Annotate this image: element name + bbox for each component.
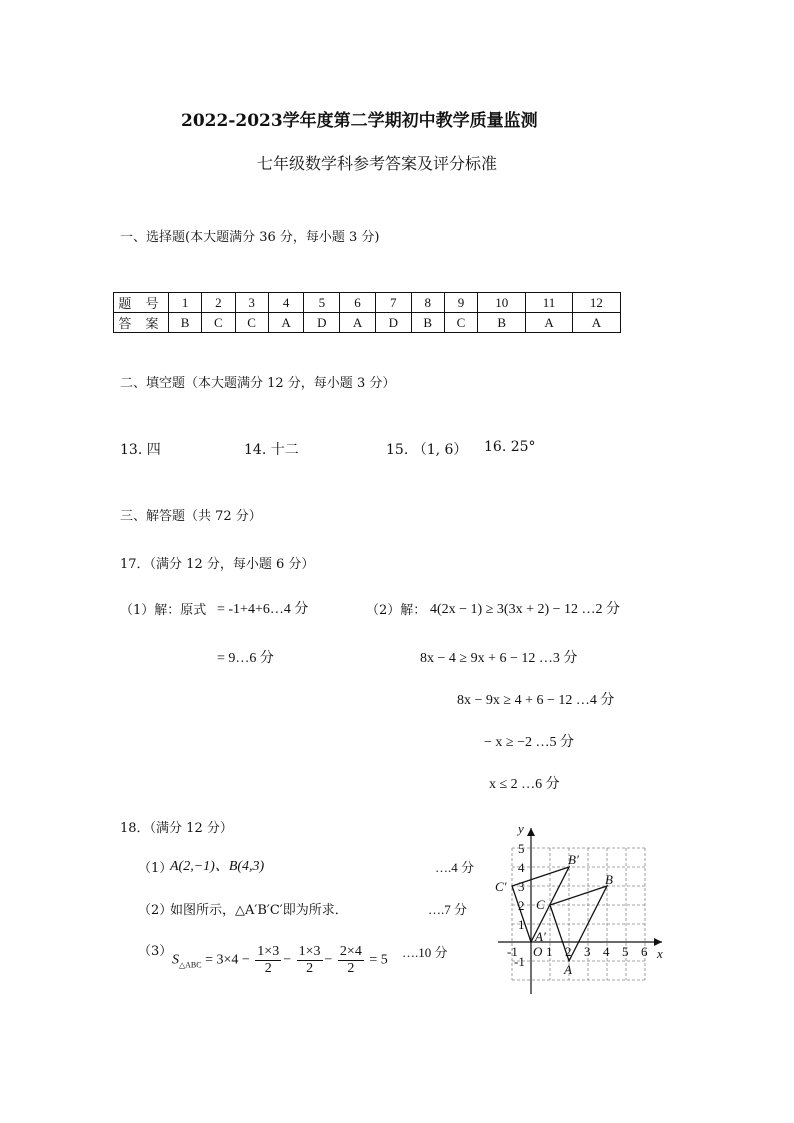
- minus-sign: −: [324, 952, 333, 968]
- point-c-label: C: [536, 897, 545, 912]
- q18-part3-formula: [172, 944, 388, 977]
- q17-part2-line4: − x ≥ −2 …5 分: [484, 735, 574, 750]
- y-tick: 1: [518, 917, 525, 932]
- answer-letter: C: [202, 313, 235, 333]
- q18-part1-score: ….4 分: [435, 860, 475, 875]
- fraction-1: $\frac{1\times 3}{2}$: [257, 944, 280, 976]
- question-number: 2: [202, 293, 235, 313]
- answer-letter: C: [235, 313, 268, 333]
- question-number: 10: [478, 293, 526, 313]
- x-tick: 4: [603, 944, 610, 959]
- coordinate-graph: [490, 818, 670, 998]
- page-title: 2022-2023学年度第二学期初中教学质量监测: [181, 111, 538, 131]
- answer-table: [113, 292, 621, 333]
- answer-letter: C: [444, 313, 477, 333]
- q18-header: 18．（满分 12 分）: [120, 821, 233, 836]
- section2-heading: 二、填空题（本大题满分 12 分，每小题 3 分）: [120, 376, 396, 391]
- q18-part3-label: （3）: [138, 944, 173, 959]
- triangle-abc: [550, 886, 607, 961]
- question-number: 9: [444, 293, 477, 313]
- origin-label: O: [533, 944, 543, 959]
- point-a-prime-label: A′: [535, 929, 546, 944]
- x-tick: 6: [641, 944, 648, 959]
- y-axis-arrow-icon: [527, 828, 535, 836]
- q17-part2-line2: 8x − 4 ≥ 9x + 6 − 12 …3 分: [420, 651, 578, 666]
- fraction-2: $\frac{1\times 3}{2}$: [298, 944, 321, 976]
- formula-part: = 3×4 −: [201, 952, 250, 968]
- question-number: 7: [375, 293, 411, 313]
- q17-header: 17．（满分 12 分，每小题 6 分）: [120, 557, 315, 572]
- y-tick: 3: [518, 879, 525, 894]
- question-number: 11: [526, 293, 573, 313]
- answer-letter: A: [572, 313, 620, 333]
- y-tick: 5: [518, 841, 525, 856]
- q17-part1-line1: = -1+4+6…4 分: [217, 602, 309, 617]
- x-axis-arrow-icon: [654, 938, 662, 946]
- question-row: [114, 293, 621, 313]
- answer-letter: B: [478, 313, 526, 333]
- answer-row: [114, 313, 621, 333]
- question-row-label: 题 号: [114, 293, 169, 313]
- x-tick: 5: [622, 944, 629, 959]
- answer-letter: D: [304, 313, 340, 333]
- x-tick: 1: [546, 944, 553, 959]
- area-subscript: △ABC: [179, 960, 202, 970]
- q17-part2-line3: 8x − 9x ≥ 4 + 6 − 12 …4 分: [457, 693, 615, 708]
- answer-letter: B: [411, 313, 444, 333]
- point-c-prime-label: C′: [495, 879, 507, 894]
- q17-part2-label: （2）解：: [366, 603, 427, 618]
- minus-sign: −: [283, 952, 292, 968]
- answer-letter: B: [169, 313, 202, 333]
- question-number: 4: [268, 293, 304, 313]
- x-tick: -1: [507, 944, 518, 959]
- q18-part1-label: （1）: [138, 861, 173, 876]
- y-axis-label: y: [518, 821, 524, 836]
- answer-row-label: 答 案: [114, 313, 169, 333]
- answer-letter: A: [340, 313, 376, 333]
- q17-part1-line2: = 9…6 分: [217, 651, 274, 666]
- question-number: 12: [572, 293, 620, 313]
- point-b-label: B: [605, 872, 613, 887]
- answer-15: 15. （1, 6）: [386, 442, 468, 458]
- point-a-label: A: [564, 962, 572, 977]
- y-tick: 2: [518, 898, 525, 913]
- section3-heading: 三、解答题（共 72 分）: [120, 509, 262, 524]
- question-number: 8: [411, 293, 444, 313]
- section1-heading: 一、选择题(本大题满分 36 分，每小题 3 分): [120, 230, 380, 245]
- x-tick: 2: [565, 944, 572, 959]
- formula-result: = 5: [369, 952, 388, 968]
- question-number: 6: [340, 293, 376, 313]
- answer-16: 16. 25°: [484, 439, 536, 455]
- answer-13: 13. 四: [120, 442, 161, 458]
- fraction-3: $\frac{2\times 4}{2}$: [339, 944, 362, 976]
- y-tick: -1: [514, 954, 525, 969]
- answer-letter: A: [526, 313, 573, 333]
- q18-part3-score: ….10 分: [402, 945, 448, 960]
- answer-14: 14. 十二: [244, 442, 299, 458]
- answer-letter: A: [268, 313, 304, 333]
- page-subtitle: 七年级数学科参考答案及评分标准: [257, 154, 498, 173]
- q18-part2-score: ….7 分: [428, 902, 468, 917]
- q18-part2-text: 如图所示，△A′B′C′即为所求．: [170, 903, 348, 918]
- grid: [512, 848, 645, 980]
- q17-part2-line5: x ≤ 2 …6 分: [489, 777, 560, 792]
- question-number: 1: [169, 293, 202, 313]
- point-b-prime-label: B′: [568, 852, 579, 867]
- q18-part1-text: A(2,−1)、B(4,3): [170, 859, 265, 874]
- area-symbol: S: [172, 952, 179, 968]
- question-number: 5: [304, 293, 340, 313]
- x-tick: 3: [584, 944, 591, 959]
- question-number: 3: [235, 293, 268, 313]
- answer-letter: D: [375, 313, 411, 333]
- q18-part2-label: （2）: [138, 903, 173, 918]
- x-axis-label: x: [657, 946, 663, 961]
- y-tick: 4: [518, 860, 525, 875]
- q17-part2-line1: 4(2x − 1) ≥ 3(3x + 2) − 12 …2 分: [430, 602, 621, 617]
- q17-part1-label: （1）解：原式: [120, 603, 207, 618]
